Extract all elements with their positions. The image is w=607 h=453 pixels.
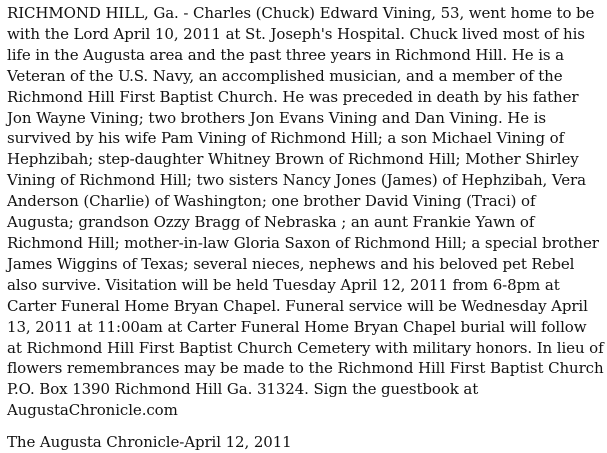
publication-source-line: The Augusta Chronicle-April 12, 2011 bbox=[7, 433, 292, 452]
obituary-document bbox=[7, 3, 604, 453]
obituary-body-text: RICHMOND HILL, Ga. - Charles (Chuck) Edward Vining, 53, went home to be with the Lord April 10, 2011 at St. Joseph's Hospital. Chuck lived most of his life in the Augusta area and the past three years in Richmond Hill. He is a Veteran of the U.S. Navy, an accomplished musician, and a member of the Richmond Hill First Baptist Church. He was preceded in death by his father Jon Wayne Vining; two brothers Jon Evans Vining and Dan Vining. He is survived by his wife Pam Vining of Richmond Hill; a son Michael Vining of Hephzibah; step-daughter Whitney Brown of Richmond Hill; Mother Shirley Vining of Richmond Hill; two sisters Nancy Jones (James) of Hephzibah, Vera Anderson (Charlie) of Washington; one brother David Vining (Traci) of Augusta; grandson Ozzy Bragg of Nebraska ; an aunt Frankie Yawn of Richmond Hill; mother-in-law Gloria Saxon of Richmond Hill; a special brother James Wiggins of Texas; several nieces, nephews and his beloved pet Rebel also survive. Visitation will be held Tuesday April 12, 2011 from 6-8pm at Carter Funeral Home Bryan Chapel. Funeral service will be Wednesday April 13, 2011 at 11:00am at Carter Funeral Home Bryan Chapel burial will follow at Richmond Hill First Baptist Church Cemetery with military honors. In lieu of flowers remembrances may be made to the Richmond Hill First Baptist Church P.O. Box 1390 Richmond Hill Ga. 31324. Sign the guestbook at AugustaChronicle.com bbox=[7, 4, 604, 420]
